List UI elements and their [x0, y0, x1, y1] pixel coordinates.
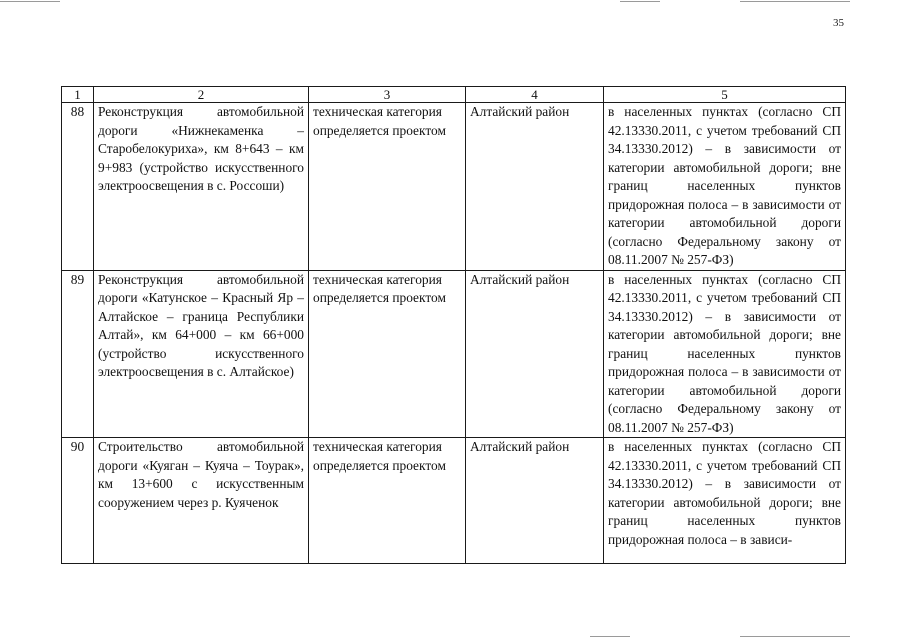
object-location: Алтайский район — [466, 270, 604, 438]
column-header-1: 1 — [62, 87, 94, 103]
row-number: 88 — [62, 103, 94, 271]
scan-edge-line — [620, 1, 660, 2]
object-characteristic: техническая категория определяется проектом — [309, 270, 466, 438]
table-row — [62, 438, 846, 564]
row-number: 90 — [62, 438, 94, 564]
column-header-2: 2 — [94, 87, 309, 103]
scan-edge-line — [740, 1, 850, 2]
scan-edge-line — [740, 636, 850, 637]
territorial-planning-table — [61, 86, 846, 564]
object-location: Алтайский район — [466, 438, 604, 564]
scan-edge-line — [590, 636, 630, 637]
zone-description: в населенных пунктах (согласно СП 42.13330.2011, с учетом требований СП 34.13330.2012) – в зависимости от категории автомобильной дороги; вне границ населенных пунктов придорожная полоса – в зависимости от категории автомобильной дороги (согласно Федеральному закону от 08.11.2007 № 257-ФЗ) — [604, 270, 846, 438]
table-row — [62, 103, 846, 271]
object-description: Реконструкция автомобильной дороги «Нижнекаменка – Старобелокуриха», км 8+643 – км 9+983 (устройство искусственного электроосвещения в с. Россоши) — [94, 103, 309, 271]
scan-edge-line — [0, 1, 60, 2]
row-number: 89 — [62, 270, 94, 438]
object-characteristic: техническая категория определяется проектом — [309, 103, 466, 271]
column-header-4: 4 — [466, 87, 604, 103]
table-header-row — [62, 87, 846, 103]
column-header-3: 3 — [309, 87, 466, 103]
object-location: Алтайский район — [466, 103, 604, 271]
object-characteristic: техническая категория определяется проектом — [309, 438, 466, 564]
table-row — [62, 270, 846, 438]
object-description: Реконструкция автомобильной дороги «Катунское – Красный Яр – Алтайское – граница Республики Алтай», км 64+000 – км 66+000 (устройство искусственного электроосвещения в с. Алтайское) — [94, 270, 309, 438]
object-description: Строительство автомобильной дороги «Куяган – Куяча – Тоурак», км 13+600 с искусственным сооружением через р. Куяченок — [94, 438, 309, 564]
column-header-5: 5 — [604, 87, 846, 103]
zone-description: в населенных пунктах (согласно СП 42.13330.2011, с учетом требований СП 34.13330.2012) – в зависимости от категории автомобильной дороги; вне границ населенных пунктов придорожная полоса – в зависи- — [604, 438, 846, 564]
page-number: 35 — [833, 17, 844, 29]
zone-description: в населенных пунктах (согласно СП 42.13330.2011, с учетом требований СП 34.13330.2012) – в зависимости от категории автомобильной дороги; вне границ населенных пунктов придорожная полоса – в зависимости от категории автомобильной дороги (согласно Федеральному закону от 08.11.2007 № 257-ФЗ) — [604, 103, 846, 271]
